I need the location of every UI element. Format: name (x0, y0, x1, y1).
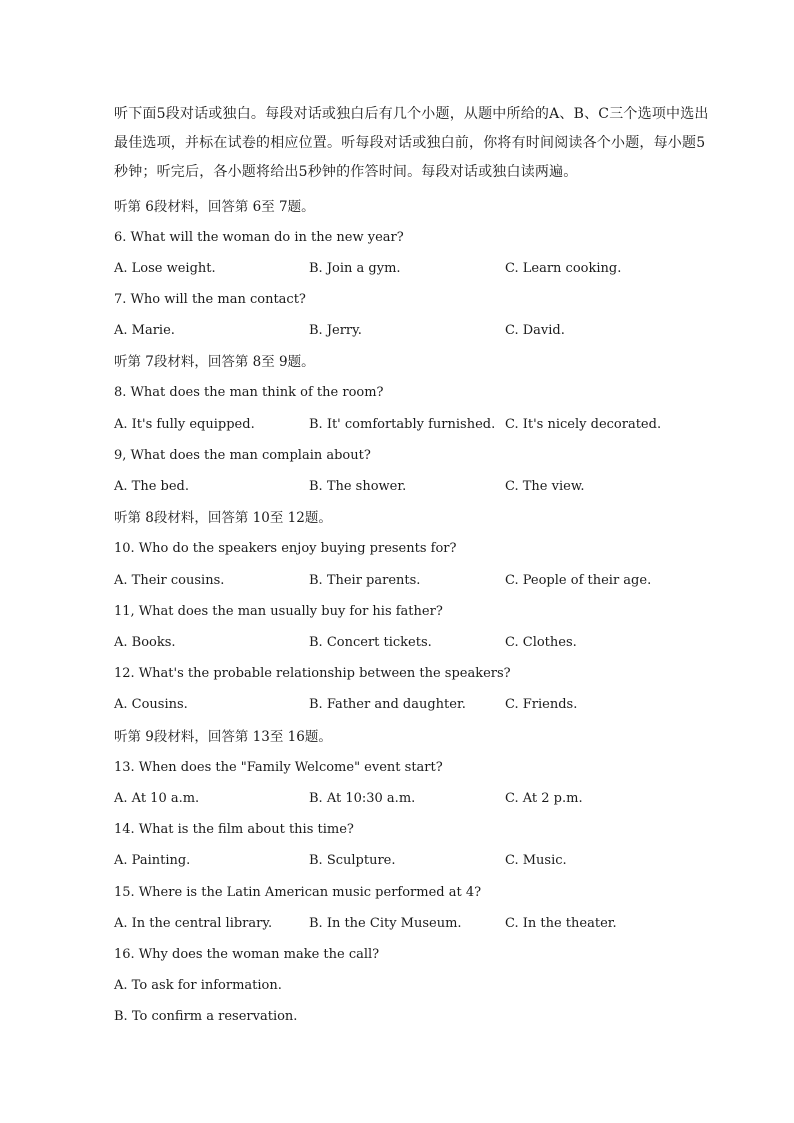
question-12: 12. What's the probable relationship between the speakers? (114, 666, 511, 681)
q8-option-c: C. It's nicely decorated. (505, 417, 662, 432)
q9-option-a: A. The bed. (114, 479, 189, 494)
q13-option-b: B. At 10:30 a.m. (309, 791, 416, 806)
question-16: 16. Why does the woman make the call? (114, 947, 380, 962)
q10-option-c: C. People of their age. (505, 573, 652, 588)
q7-option-b: B. Jerry. (309, 323, 362, 338)
q13-option-a: A. At 10 a.m. (114, 791, 200, 806)
question-10: 10. Who do the speakers enjoy buying presents for? (114, 541, 457, 556)
q15-option-a: A. In the central library. (114, 916, 273, 931)
q6-option-b: B. Join a gym. (309, 261, 401, 276)
q14-option-a: A. Painting. (114, 853, 191, 868)
question-14: 14. What is the film about this time? (114, 822, 354, 837)
q9-option-b: B. The shower. (309, 479, 407, 494)
q9-option-c: C. The view. (505, 479, 585, 494)
q11-option-c: C. Clothes. (505, 635, 577, 650)
question-13: 13. When does the "Family Welcome" event start? (114, 760, 443, 775)
q6-option-a: A. Lose weight. (114, 261, 216, 276)
question-9: 9, What does the man complain about? (114, 448, 371, 463)
q16-option-b: B. To confirm a reservation. (114, 1009, 298, 1024)
q16-option-a: A. To ask for information. (114, 978, 282, 993)
q8-option-a: A. It's fully equipped. (114, 417, 255, 432)
q12-option-a: A. Cousins. (114, 697, 188, 712)
q8-option-b: B. It' comfortably furnished. (309, 417, 496, 432)
listening-instructions: 听下面5段对话或独白。每段对话或独白后有几个小题，从题中所给的A、B、C三个选项中选出最佳选项，并标在试卷的相应位置。听每段对话或独白前，你将有时间阅读各个小题，每小题5秒钟；听完后，各小题将给出5秒钟的作答时间。每段对话或独白读两遍。 (114, 106, 709, 180)
question-6: 6. What will the woman do in the new year? (114, 230, 404, 245)
q14-option-b: B. Sculpture. (309, 853, 396, 868)
q11-option-a: A. Books. (114, 635, 176, 650)
section-heading-7: 听第 7段材料，回答第 8至 9题。 (114, 354, 315, 370)
q12-option-b: B. Father and daughter. (309, 697, 466, 712)
question-8: 8. What does the man think of the room? (114, 385, 384, 400)
q10-option-a: A. Their cousins. (114, 573, 225, 588)
section-heading-9: 听第 9段材料，回答第 13至 16题。 (114, 729, 332, 745)
question-15: 15. Where is the Latin American music performed at 4? (114, 885, 482, 900)
q11-option-b: B. Concert tickets. (309, 635, 432, 650)
q7-option-a: A. Marie. (114, 323, 175, 338)
question-7: 7. Who will the man contact? (114, 292, 306, 307)
q15-option-c: C. In the theater. (505, 916, 617, 931)
q7-option-c: C. David. (505, 323, 565, 338)
question-11: 11, What does the man usually buy for his father? (114, 604, 443, 619)
section-heading-6: 听第 6段材料，回答第 6至 7题。 (114, 199, 315, 215)
section-heading-8: 听第 8段材料，回答第 10至 12题。 (114, 510, 332, 526)
q15-option-b: B. In the City Museum. (309, 916, 462, 931)
q12-option-c: C. Friends. (505, 697, 578, 712)
q13-option-c: C. At 2 p.m. (505, 791, 583, 806)
q6-option-c: C. Learn cooking. (505, 261, 622, 276)
q14-option-c: C. Music. (505, 853, 567, 868)
q10-option-b: B. Their parents. (309, 573, 421, 588)
